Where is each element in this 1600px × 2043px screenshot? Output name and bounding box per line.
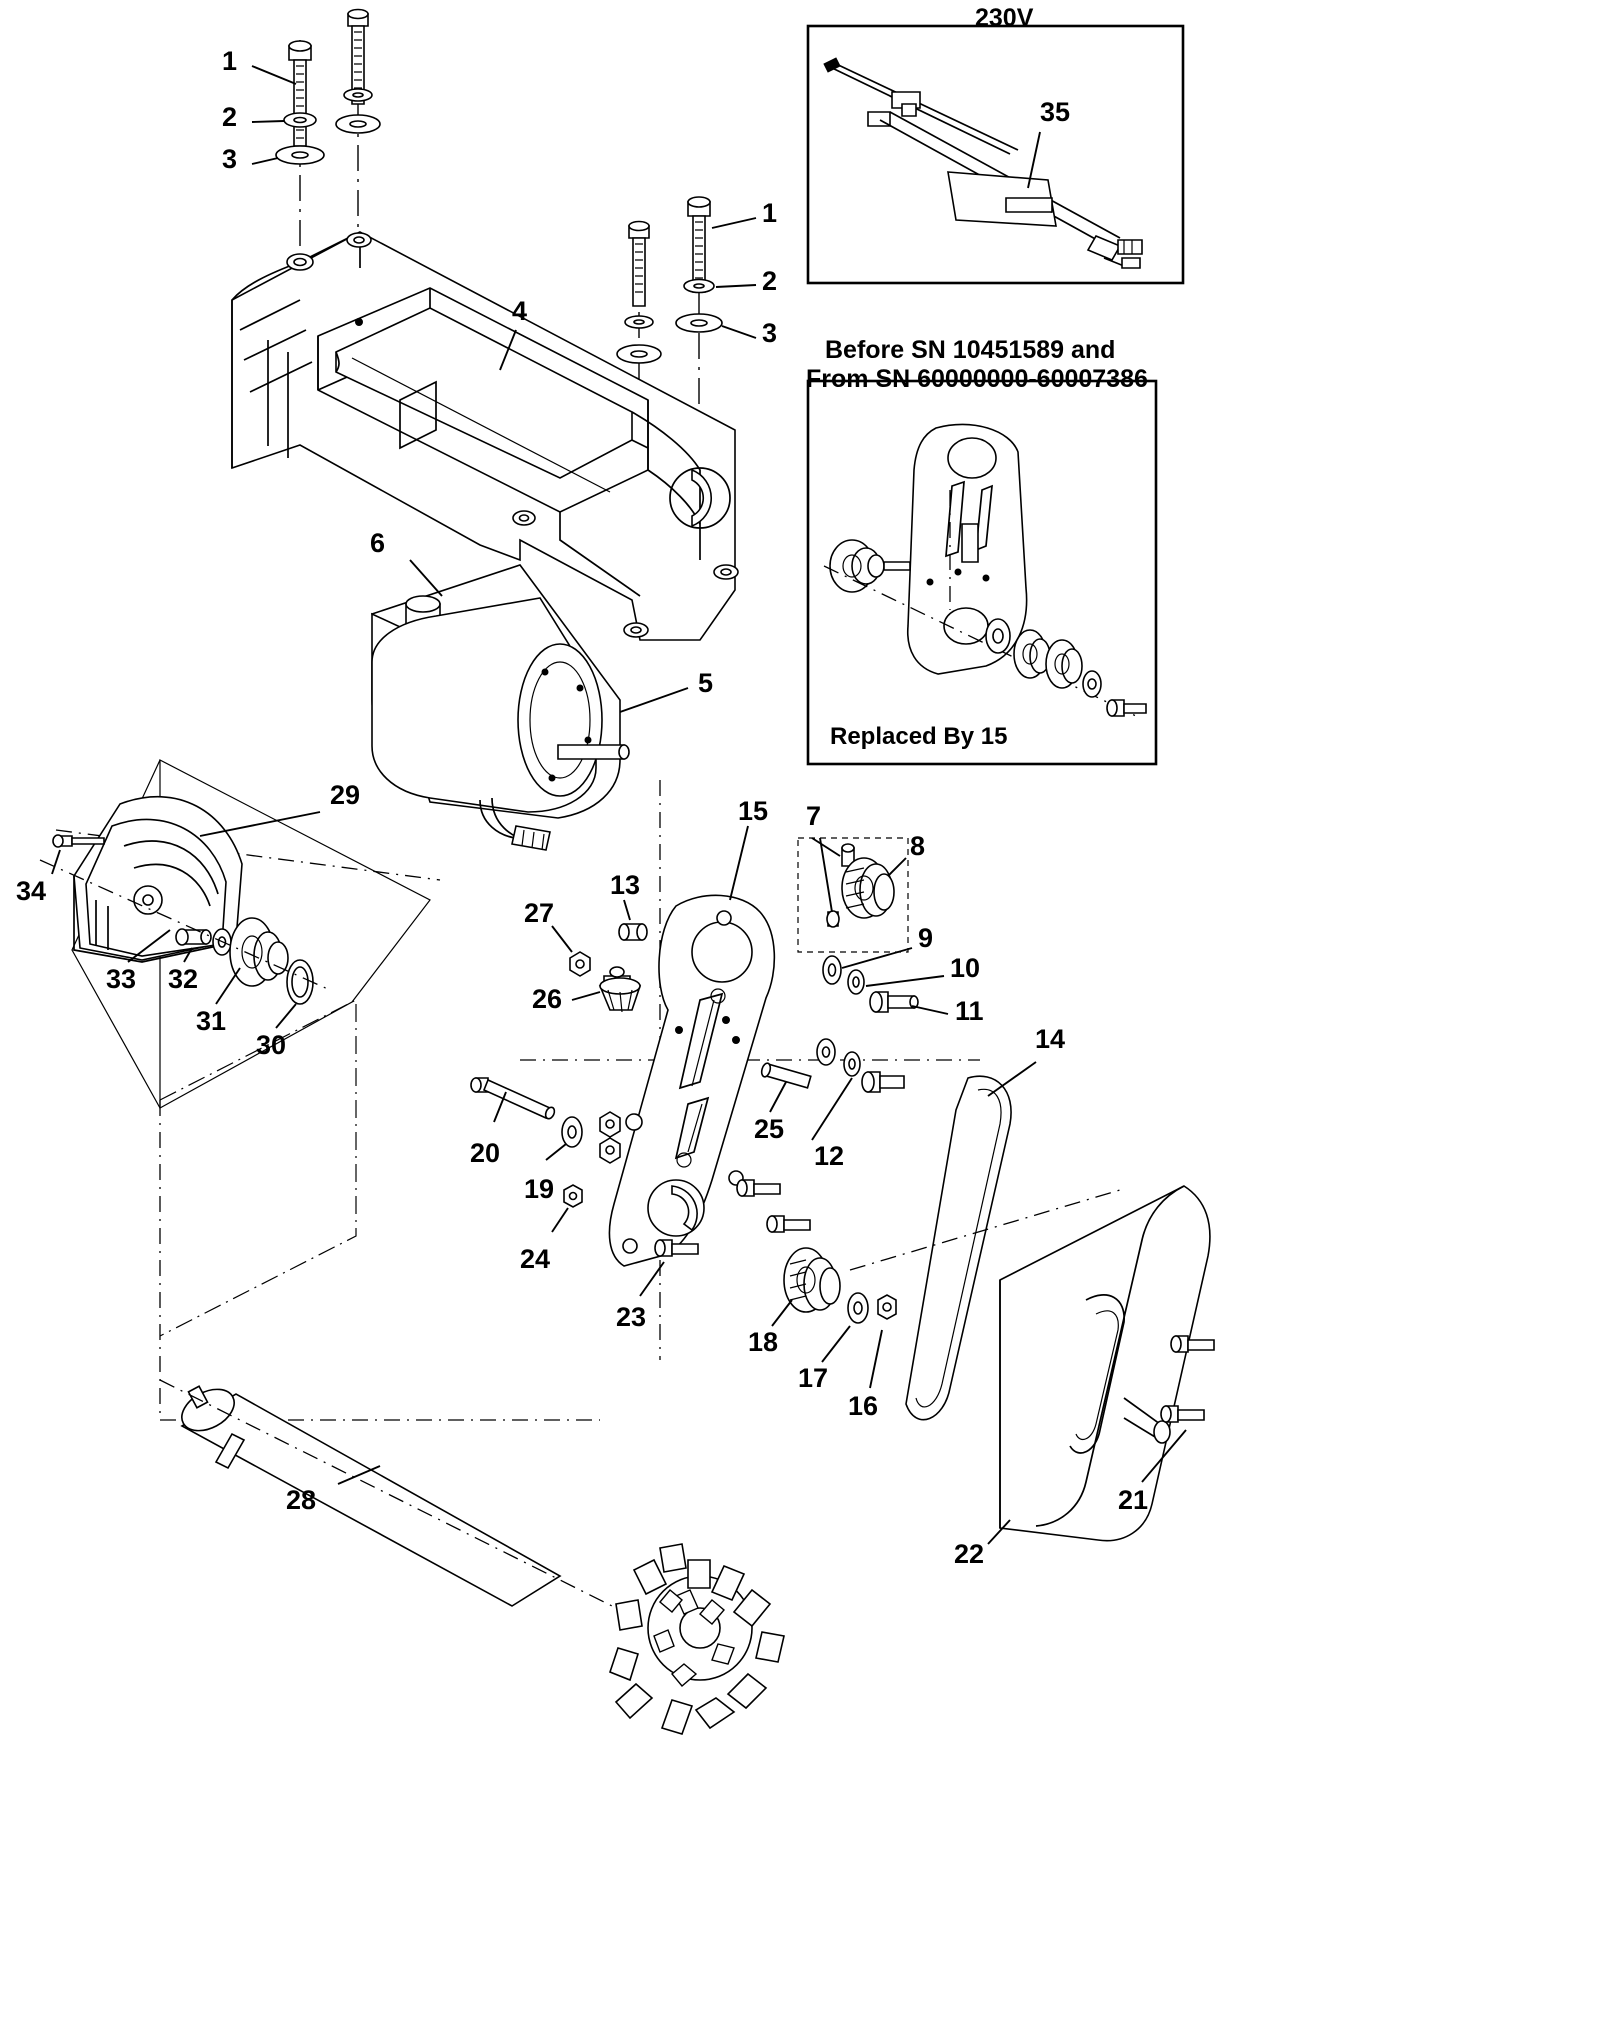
callout-7: 7 [806, 801, 822, 831]
callout-22: 22 [954, 1539, 985, 1569]
callout-3b: 3 [762, 318, 778, 348]
panel-230v-title: 230V [975, 4, 1034, 32]
callout-20: 20 [470, 1138, 501, 1168]
lower-pulley [737, 1180, 896, 1323]
callout-18: 18 [748, 1327, 779, 1357]
right-cover [1000, 1186, 1214, 1541]
callout-2: 2 [222, 102, 238, 132]
callout-16: 16 [848, 1391, 879, 1421]
fastener-group-top-right [676, 197, 722, 420]
fastener-13 [619, 924, 647, 940]
idler-assembly [798, 838, 908, 952]
callout-6: 6 [370, 528, 386, 558]
fasteners-9-10-11 [823, 956, 918, 1012]
callout-35: 35 [1040, 97, 1071, 127]
panel-sn-title-line2: From SN 60000000-60007386 [806, 365, 1148, 393]
callout-21: 21 [1118, 1485, 1149, 1515]
callout-28: 28 [286, 1485, 317, 1515]
callout-25: 25 [754, 1114, 785, 1144]
callout-33: 33 [106, 964, 137, 994]
fastener-group-top-mid [336, 10, 380, 261]
callout-31: 31 [196, 1006, 227, 1036]
callout-24: 24 [520, 1244, 551, 1274]
callout-1: 1 [222, 46, 238, 76]
callout-27: 27 [524, 898, 555, 928]
callout-17: 17 [798, 1363, 829, 1393]
callout-34: 34 [16, 876, 47, 906]
knob-assembly [570, 952, 640, 1012]
callout-26: 26 [532, 984, 563, 1014]
panel-230v-box [808, 26, 1183, 283]
belt-cover-assembly [40, 760, 440, 1108]
callout-29: 29 [330, 780, 361, 810]
callout-10: 10 [950, 953, 981, 983]
motor-assembly [372, 565, 629, 850]
panel-sn-box [808, 381, 1156, 764]
callout-5: 5 [698, 668, 714, 698]
callout-13: 13 [610, 870, 641, 900]
callout-30: 30 [256, 1030, 287, 1060]
callout-15: 15 [738, 796, 769, 826]
callout-4: 4 [512, 296, 528, 326]
callout-3: 3 [222, 144, 238, 174]
panel-sn-title-line1: Before SN 10451589 and [825, 336, 1116, 364]
swing-arm-assembly [520, 780, 980, 1360]
callout-19: 19 [524, 1174, 555, 1204]
callout-11: 11 [955, 996, 984, 1026]
callout-32: 32 [168, 964, 199, 994]
callout-2b: 2 [762, 266, 778, 296]
callout-12: 12 [814, 1141, 845, 1171]
callout-14: 14 [1035, 1024, 1066, 1054]
callout-1b: 1 [762, 198, 778, 228]
callout-8: 8 [910, 831, 926, 861]
callout-23: 23 [616, 1302, 647, 1332]
callout-9: 9 [918, 923, 934, 953]
panel-sn-note: Replaced By 15 [830, 723, 1008, 750]
fasteners-12-25 [760, 1039, 904, 1092]
